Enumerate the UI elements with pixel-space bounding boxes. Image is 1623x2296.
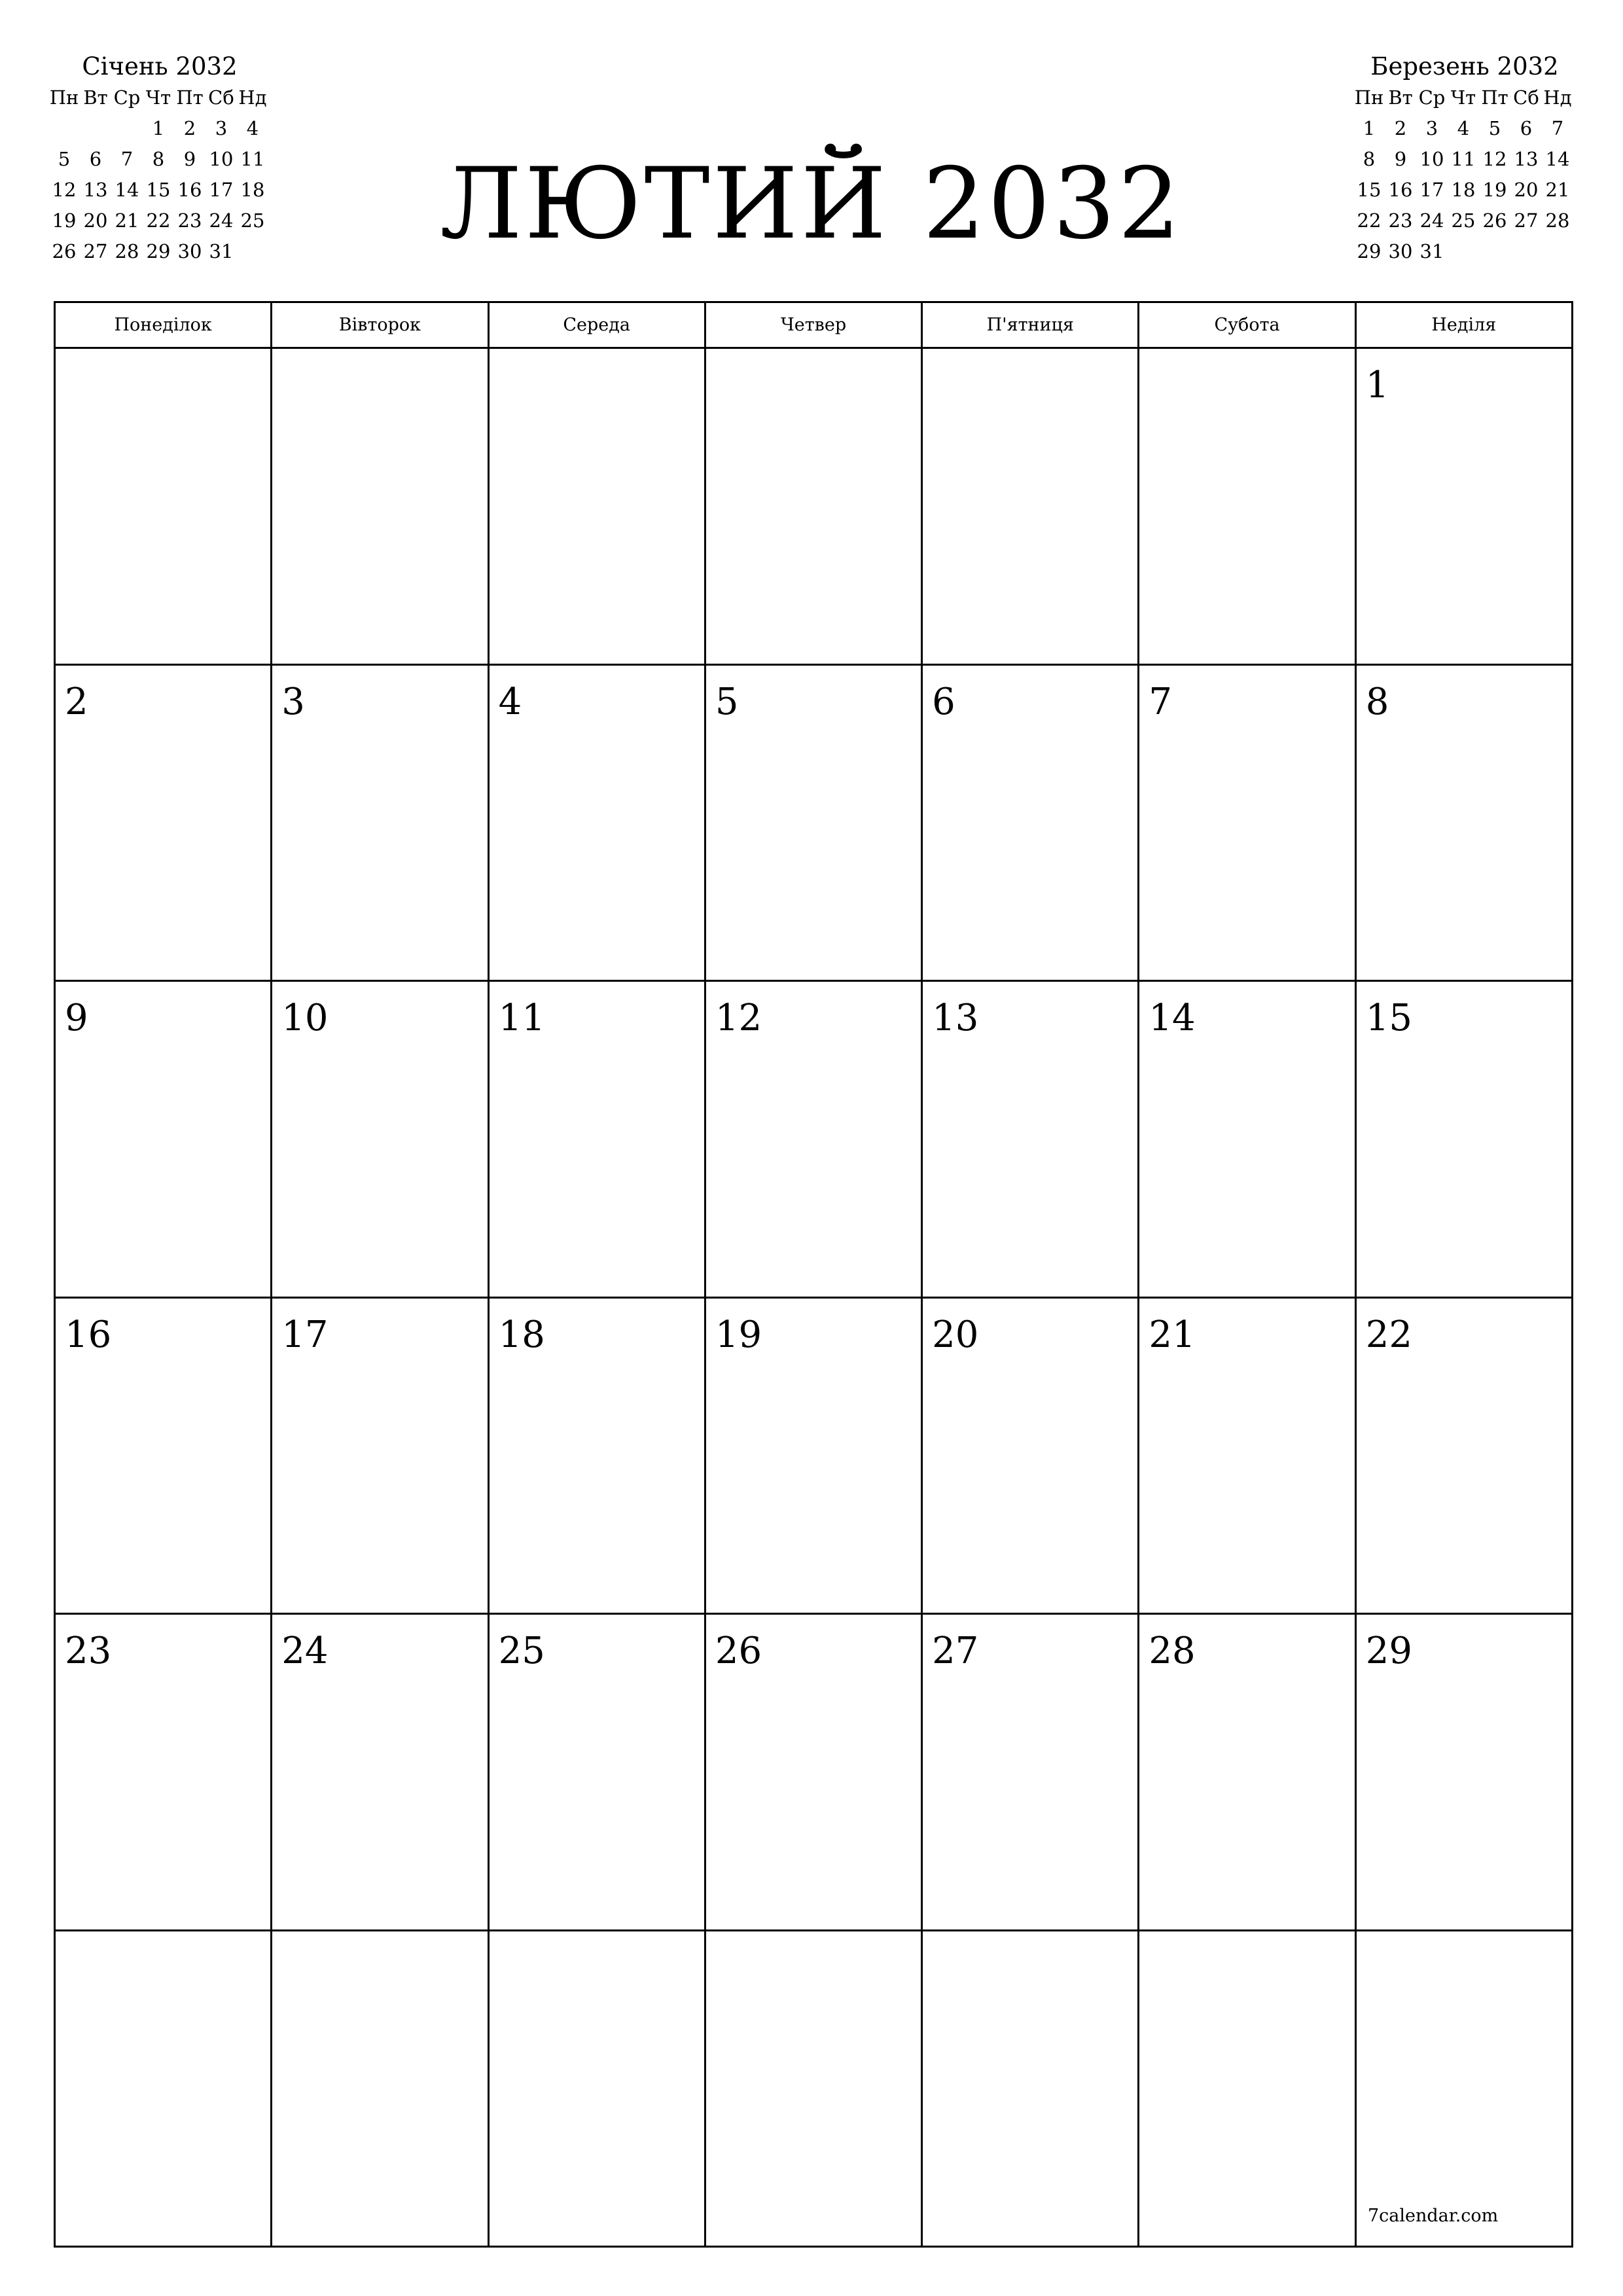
day-cell[interactable]: [272, 1299, 489, 1615]
mini-day: 24: [1419, 209, 1444, 232]
mini-weekday: Ср: [1418, 86, 1446, 109]
mini-day: 8: [1363, 148, 1376, 170]
mini-weekday: Сб: [208, 86, 234, 109]
mini-day: 10: [1419, 148, 1444, 170]
mini-day: 14: [115, 179, 139, 201]
mini-day: [1448, 236, 1479, 267]
day-cell[interactable]: [923, 1615, 1139, 1931]
mini-day: 5: [1488, 117, 1501, 139]
mini-day: 24: [209, 209, 234, 232]
day-number: 18: [498, 1313, 545, 1356]
mini-day: [1479, 236, 1510, 267]
mini-day: 2: [1394, 117, 1407, 139]
day-cell[interactable]: [1139, 1931, 1356, 2248]
mini-calendar-next-grid: [1353, 82, 1576, 267]
day-number: 13: [932, 997, 979, 1039]
month-grid: [54, 301, 1573, 2248]
mini-weekday: Чт: [145, 86, 171, 109]
mini-day: 14: [1545, 148, 1570, 170]
mini-weekday: Пт: [1481, 86, 1508, 109]
mini-day: 3: [215, 117, 228, 139]
weekday-header: Субота: [1139, 303, 1356, 349]
mini-day: 4: [1457, 117, 1470, 139]
mini-day: 16: [177, 179, 202, 201]
mini-day: 3: [1425, 117, 1438, 139]
mini-day: 6: [1520, 117, 1533, 139]
day-number: 8: [1365, 680, 1389, 723]
mini-weekday: Ср: [113, 86, 141, 109]
mini-weekday: Сб: [1513, 86, 1539, 109]
day-cell[interactable]: [1357, 666, 1573, 982]
mini-day: 22: [146, 209, 171, 232]
mini-day: 26: [1482, 209, 1507, 232]
mini-calendar-next-title: Березень 2032: [1370, 52, 1559, 81]
watermark: 7calendar.com: [1368, 2206, 1499, 2226]
day-cell[interactable]: [923, 982, 1139, 1299]
day-cell[interactable]: [1357, 1299, 1573, 1615]
mini-day: 28: [115, 240, 139, 262]
mini-day: 25: [1451, 209, 1476, 232]
day-cell[interactable]: [272, 1931, 489, 2248]
day-number: 16: [65, 1313, 112, 1356]
mini-day: 9: [1394, 148, 1407, 170]
mini-day: 16: [1388, 179, 1413, 201]
day-cell[interactable]: [1357, 1931, 1573, 2248]
mini-weekday: Пн: [1354, 86, 1384, 109]
day-number: 12: [715, 997, 762, 1039]
day-number: 22: [1365, 1313, 1412, 1356]
mini-day: 28: [1545, 209, 1570, 232]
day-number: 23: [65, 1630, 112, 1672]
mini-weekday: Вт: [83, 86, 108, 109]
day-cell[interactable]: [490, 1931, 706, 2248]
mini-weekday: Вт: [1388, 86, 1413, 109]
day-number: 14: [1149, 997, 1196, 1039]
mini-weekday: Пн: [49, 86, 79, 109]
day-cell[interactable]: [1357, 349, 1573, 666]
day-cell[interactable]: [1139, 349, 1356, 666]
day-number: 24: [281, 1630, 329, 1672]
mini-day: 13: [83, 179, 108, 201]
day-number: 15: [1365, 997, 1412, 1039]
day-cell[interactable]: [706, 1931, 923, 2248]
mini-day: 17: [1419, 179, 1444, 201]
mini-day: 25: [240, 209, 265, 232]
mini-day: 11: [1451, 148, 1476, 170]
mini-day: 18: [1451, 179, 1476, 201]
day-cell[interactable]: [56, 349, 272, 666]
day-number: 9: [65, 997, 88, 1039]
mini-day: 15: [146, 179, 171, 201]
day-cell[interactable]: [490, 1615, 706, 1931]
mini-day: 7: [1551, 117, 1564, 139]
mini-calendar-next: [1353, 51, 1576, 267]
day-number: 7: [1149, 680, 1173, 723]
mini-day: 1: [152, 117, 165, 139]
day-cell[interactable]: [706, 982, 923, 1299]
day-cell[interactable]: [490, 666, 706, 982]
day-cell[interactable]: [490, 349, 706, 666]
mini-day: 11: [240, 148, 265, 170]
mini-day: 18: [240, 179, 265, 201]
day-cell[interactable]: [56, 1615, 272, 1931]
weekday-header: Понеділок: [56, 303, 272, 349]
mini-calendar-prev-title: Січень 2032: [82, 52, 238, 81]
weekday-header: Неділя: [1357, 303, 1573, 349]
day-cell[interactable]: [1357, 1615, 1573, 1931]
day-number: 17: [281, 1313, 329, 1356]
mini-day: 30: [1388, 240, 1413, 262]
mini-day: [111, 113, 143, 144]
day-cell[interactable]: [490, 982, 706, 1299]
mini-day: 30: [177, 240, 202, 262]
mini-day: 20: [1514, 179, 1539, 201]
mini-weekday: Нд: [1543, 86, 1572, 109]
mini-day: 19: [1482, 179, 1507, 201]
day-cell[interactable]: [1139, 1299, 1356, 1615]
mini-day: [80, 113, 111, 144]
mini-day: 6: [89, 148, 102, 170]
day-number: 10: [281, 997, 329, 1039]
weekday-header: Середа: [490, 303, 706, 349]
day-cell[interactable]: [923, 1299, 1139, 1615]
mini-weekday: Чт: [1450, 86, 1476, 109]
day-number: 2: [65, 680, 88, 723]
mini-day: 2: [183, 117, 196, 139]
mini-day: 27: [1514, 209, 1539, 232]
day-cell[interactable]: [923, 666, 1139, 982]
day-cell[interactable]: [56, 666, 272, 982]
day-cell[interactable]: [272, 349, 489, 666]
day-number: 25: [498, 1630, 545, 1672]
day-number: 3: [281, 680, 305, 723]
day-cell[interactable]: [490, 1299, 706, 1615]
mini-day: 27: [83, 240, 108, 262]
day-cell[interactable]: [706, 1299, 923, 1615]
day-number: 1: [1365, 364, 1389, 406]
day-number: 19: [715, 1313, 762, 1356]
day-number: 5: [715, 680, 739, 723]
day-cell[interactable]: [1139, 666, 1356, 982]
weekday-header: Четвер: [706, 303, 923, 349]
mini-day: 12: [1482, 148, 1507, 170]
day-number: 11: [498, 997, 545, 1039]
mini-day: 10: [209, 148, 234, 170]
day-cell[interactable]: [1139, 982, 1356, 1299]
day-cell[interactable]: [1357, 982, 1573, 1299]
mini-day: [1510, 236, 1542, 267]
day-cell[interactable]: [56, 1299, 272, 1615]
day-cell[interactable]: [923, 1931, 1139, 2248]
mini-day: 19: [52, 209, 77, 232]
mini-day: 20: [83, 209, 108, 232]
day-number: 27: [932, 1630, 979, 1672]
mini-day: 31: [1419, 240, 1444, 262]
day-cell[interactable]: [56, 982, 272, 1299]
day-cell[interactable]: [272, 1615, 489, 1931]
day-number: 26: [715, 1630, 762, 1672]
day-cell[interactable]: [272, 666, 489, 982]
mini-day: 23: [1388, 209, 1413, 232]
mini-day: 1: [1363, 117, 1376, 139]
day-cell[interactable]: [706, 349, 923, 666]
day-cell[interactable]: [272, 982, 489, 1299]
day-cell[interactable]: [56, 1931, 272, 2248]
mini-day: 13: [1514, 148, 1539, 170]
mini-day: 7: [120, 148, 134, 170]
day-cell[interactable]: [706, 666, 923, 982]
day-number: 21: [1149, 1313, 1196, 1356]
mini-day: 21: [115, 209, 139, 232]
page-title: ЛЮТИЙ 2032: [440, 147, 1183, 261]
mini-day: [48, 113, 80, 144]
mini-day: 21: [1545, 179, 1570, 201]
mini-day: [1542, 236, 1573, 267]
day-number: 28: [1149, 1630, 1196, 1672]
day-cell[interactable]: [706, 1615, 923, 1931]
mini-day: 17: [209, 179, 234, 201]
mini-day: 9: [183, 148, 196, 170]
mini-day: 15: [1357, 179, 1382, 201]
mini-day: 22: [1357, 209, 1382, 232]
mini-day: 26: [52, 240, 77, 262]
mini-day: 12: [52, 179, 77, 201]
mini-day: 4: [246, 117, 259, 139]
mini-day: 23: [177, 209, 202, 232]
mini-day: 29: [1357, 240, 1382, 262]
day-cell[interactable]: [1139, 1615, 1356, 1931]
weekday-header: П'ятниця: [923, 303, 1139, 349]
weekday-header: Вівторок: [272, 303, 489, 349]
day-number: 29: [1365, 1630, 1412, 1672]
mini-weekday: Пт: [176, 86, 204, 109]
mini-day: 5: [58, 148, 71, 170]
day-number: 4: [498, 680, 522, 723]
mini-day: 29: [146, 240, 171, 262]
mini-day: 8: [152, 148, 165, 170]
mini-day: 31: [209, 240, 234, 262]
mini-weekday: Нд: [238, 86, 267, 109]
day-cell[interactable]: [923, 349, 1139, 666]
day-number: 20: [932, 1313, 979, 1356]
day-number: 6: [932, 680, 955, 723]
